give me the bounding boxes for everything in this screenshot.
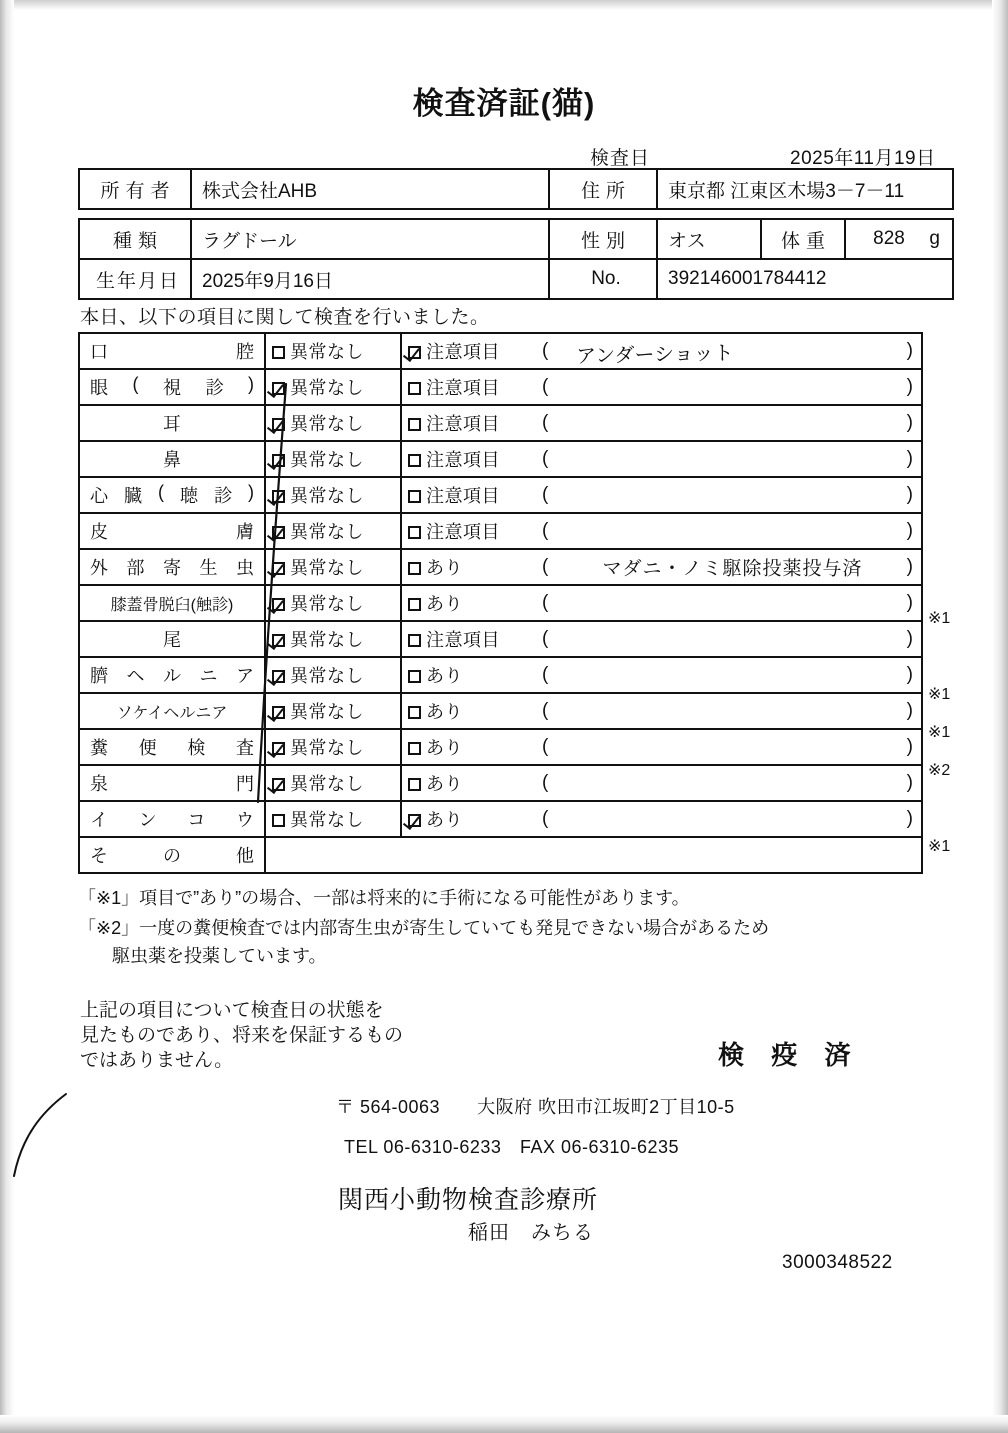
checkbox-icon[interactable] [408,742,421,755]
option-normal-label: 異常なし [290,630,364,650]
option-attention-label: あり [426,702,463,722]
owner-label: 所有者 [79,169,191,209]
option-normal-label: 異常なし [290,738,364,758]
address-label: 住所 [549,169,657,209]
checkbox-icon[interactable] [408,454,421,467]
option-normal-label: 異常なし [290,594,364,614]
footnote-1: 「※1」項目で”あり”の場合、一部は将来的に手術になる可能性があります。 [78,888,690,908]
memo-cell[interactable] [536,549,922,585]
option-normal[interactable] [265,441,401,477]
item-name: 臍 ヘ ル ニ ア [79,657,265,693]
option-attention[interactable] [401,585,536,621]
option-attention-label: 注意項目 [426,342,500,362]
paren-open: ( [542,448,549,469]
paren-open: ( [542,664,549,685]
checkbox-icon[interactable] [272,598,285,611]
checkbox-icon[interactable] [408,562,421,575]
paren-open: ( [542,772,549,793]
sex-value: オス [657,219,761,259]
option-normal[interactable] [265,549,401,585]
memo-cell[interactable] [536,729,922,765]
breed-label: 種類 [79,219,191,259]
option-attention[interactable] [401,693,536,729]
checkbox-icon[interactable] [272,562,285,575]
table-row [79,765,922,801]
paren-close: ) [906,412,913,433]
paren-open: ( [542,340,549,361]
footnote-2b: 駆虫薬を投薬しています。 [112,946,327,966]
option-attention-label: 注意項目 [426,414,500,434]
memo-cell[interactable] [536,765,922,801]
checkbox-icon[interactable] [408,706,421,719]
option-attention-label: あり [426,666,463,686]
checkbox-icon[interactable] [408,598,421,611]
paren-open: ( [542,412,549,433]
option-attention-label: 注意項目 [426,378,500,398]
option-normal-label: 異常なし [290,774,364,794]
birth-label: 生年月日 [79,259,191,299]
memo-cell[interactable] [536,621,922,657]
memo-cell[interactable] [536,369,922,405]
option-normal-label: 異常なし [290,558,364,578]
item-name: 心 臓 ( 聴 診 ) [79,477,265,513]
item-name: 泉 門 [79,765,265,801]
intro-text: 本日、以下の項目に関して検査を行いました。 [80,307,490,328]
table-row [79,369,922,405]
page-title: 検査済証(猫) [412,86,596,121]
table-row [79,333,922,369]
memo-cell[interactable] [536,693,922,729]
exam-date-value: 2025年11月19日 [790,148,936,169]
table-row [79,693,922,729]
option-normal[interactable] [265,621,401,657]
table-row [79,621,922,657]
option-normal[interactable] [265,369,401,405]
table-row [79,219,953,259]
no-value: 392146001784412 [657,259,953,299]
species-table [78,218,954,300]
table-row [79,729,922,765]
item-name: 皮 膚 [79,513,265,549]
disclaimer-line-3: ではありません。 [80,1050,234,1071]
option-normal-label: 異常なし [290,810,364,830]
exam-date-label: 検査日 [590,148,651,169]
footnote-mark: ※1 [928,686,951,703]
paren-open: ( [542,376,549,397]
option-attention[interactable] [401,441,536,477]
memo-cell[interactable] [536,657,922,693]
option-attention[interactable] [401,477,536,513]
option-attention-label: 注意項目 [426,522,500,542]
table-row [79,259,953,299]
table-row [79,405,922,441]
memo-text: マダニ・ノミ駆除投薬投与済 [602,558,863,580]
item-name: 外 部 寄 生 虫 [79,549,265,585]
item-name: 尾 [79,621,265,657]
option-attention-label: あり [426,558,463,578]
option-normal-label: 異常なし [290,486,364,506]
table-row [79,549,922,585]
weight-unit: g [929,228,940,249]
paren-close: ) [906,772,913,793]
handwritten-pen-curve [8,1090,78,1180]
checkbox-icon[interactable] [272,634,285,647]
option-normal-label: 異常なし [290,342,364,362]
no-label: No. [549,259,657,299]
option-attention-label: 注意項目 [426,486,500,506]
option-attention[interactable] [401,333,536,369]
checkbox-icon[interactable] [408,814,421,827]
table-row [79,441,922,477]
paren-open: ( [542,556,549,577]
option-normal[interactable] [265,477,401,513]
footnote-mark: ※2 [928,762,951,779]
paren-close: ) [906,520,913,541]
option-normal[interactable] [265,657,401,693]
option-attention-label: 注意項目 [426,630,500,650]
paren-close: ) [906,808,913,829]
checkbox-icon[interactable] [408,418,421,431]
item-name: 糞 便 検 査 [79,729,265,765]
footnote-mark: ※1 [928,724,951,741]
option-attention-label: あり [426,594,463,614]
checkbox-icon[interactable] [408,346,421,359]
item-name: ソケイヘルニア [79,693,265,729]
item-name: 鼻 [79,441,265,477]
paren-close: ) [906,628,913,649]
paren-close: ) [906,448,913,469]
sex-label: 性別 [549,219,657,259]
table-row [79,169,953,209]
checkbox-icon[interactable] [272,670,285,683]
option-normal[interactable] [265,765,401,801]
option-attention-label: あり [426,738,463,758]
checkbox-icon[interactable] [408,670,421,683]
clinic-tel-fax: TEL 06-6310-6233 FAX 06-6310-6235 [344,1137,680,1157]
memo-cell[interactable] [536,801,922,837]
checkbox-icon[interactable] [408,382,421,395]
option-attention[interactable] [401,801,536,837]
weight-value: 828 [873,228,905,249]
memo-cell[interactable] [536,585,922,621]
checkbox-icon[interactable] [272,526,285,539]
checkbox-icon[interactable] [272,706,285,719]
option-normal[interactable] [265,585,401,621]
table-row [79,477,922,513]
checkbox-icon[interactable] [408,778,421,791]
paren-open: ( [542,592,549,613]
memo-cell[interactable] [536,333,922,369]
option-attention[interactable] [401,513,536,549]
clinic-name: 関西小動物検査診療所 [338,1186,599,1214]
checkbox-icon[interactable] [272,778,285,791]
item-name: 膝蓋骨脱臼(触診) [79,585,265,621]
memo-cell[interactable] [536,405,922,441]
checkbox-icon[interactable] [272,490,285,503]
option-normal-label: 異常なし [290,414,364,434]
option-normal-label: 異常なし [290,522,364,542]
option-normal-label: 異常なし [290,702,364,722]
option-normal[interactable] [265,513,401,549]
checkbox-icon[interactable] [272,742,285,755]
option-attention[interactable] [401,549,536,585]
address-value: 東京都 江東区木場3－7－11 [657,169,953,209]
option-attention[interactable] [401,621,536,657]
memo-cell[interactable] [536,477,922,513]
paren-close: ) [906,376,913,397]
option-attention-label: あり [426,774,463,794]
checkbox-icon[interactable] [408,634,421,647]
owner-value: 株式会社AHB [191,169,549,209]
table-row [79,585,922,621]
clinic-address: 〒 564-0063 大阪府 吹田市江坂町2丁目10-5 [336,1097,735,1117]
disclaimer-block [80,998,403,1073]
paren-close: ) [906,592,913,613]
item-name: イ ン コ ウ [79,801,265,837]
option-attention[interactable] [401,369,536,405]
option-attention[interactable] [401,405,536,441]
paren-open: ( [542,484,549,505]
breed-value: ラグドール [191,219,549,259]
option-attention-label: 注意項目 [426,450,500,470]
memo-text: アンダーショット [575,340,734,368]
table-row [79,513,922,549]
paren-close: ) [906,736,913,757]
option-attention[interactable] [401,657,536,693]
option-normal-label: 異常なし [290,666,364,686]
paren-open: ( [542,808,549,829]
option-normal[interactable] [265,801,401,837]
birth-value: 2025年9月16日 [191,259,549,299]
weight-label: 体重 [761,219,845,259]
paren-close: ) [906,664,913,685]
item-name: 口 腔 [79,333,265,369]
paren-open: ( [542,700,549,721]
paren-open: ( [542,520,549,541]
inspection-items-table [78,332,923,874]
option-attention[interactable] [401,729,536,765]
footnote-mark: ※1 [928,610,951,627]
disclaimer-line-1: 上記の項目について検査日の状態を [80,1000,384,1021]
option-normal[interactable] [265,729,401,765]
option-normal[interactable] [265,333,401,369]
footnote-2: 「※2」一度の糞便検査では内部寄生虫が寄生していても発見できない場合があるため [78,918,770,938]
table-row [79,801,922,837]
option-attention-label: あり [426,810,463,830]
disclaimer-line-2: 見たものであり、将来を保証するもの [80,1025,404,1046]
paren-open: ( [542,628,549,649]
checkbox-icon[interactable] [272,382,285,395]
item-name: そ の 他 [79,837,265,873]
option-normal-label: 異常なし [290,378,364,398]
doctor-name: 稲田 みちる [468,1222,594,1244]
memo-cell[interactable] [536,513,922,549]
footnote-mark: ※1 [928,838,951,855]
table-row [79,657,922,693]
paren-open: ( [542,736,549,757]
table-row [79,837,922,873]
memo-cell[interactable] [536,441,922,477]
paren-close: ) [906,700,913,721]
option-normal-label: 異常なし [290,450,364,470]
checkbox-icon[interactable] [272,814,285,827]
checkbox-icon[interactable] [272,418,285,431]
quarantine-stamp: 検 疫 済 [718,1040,861,1070]
paren-close: ) [906,484,913,505]
weight-value-cell [845,219,953,259]
serial-number: 3000348522 [782,1252,893,1273]
other-blank-cell [265,837,922,873]
checkbox-icon[interactable] [272,454,285,467]
checkbox-icon[interactable] [408,490,421,503]
owner-table [78,168,954,210]
paren-close: ) [906,340,913,361]
option-normal[interactable] [265,405,401,441]
option-attention[interactable] [401,765,536,801]
item-name: 耳 [79,405,265,441]
checkbox-icon[interactable] [408,526,421,539]
option-normal[interactable] [265,693,401,729]
checkbox-icon[interactable] [272,346,285,359]
paren-close: ) [906,556,913,577]
item-name: 眼 ( 視 診 ) [79,369,265,405]
